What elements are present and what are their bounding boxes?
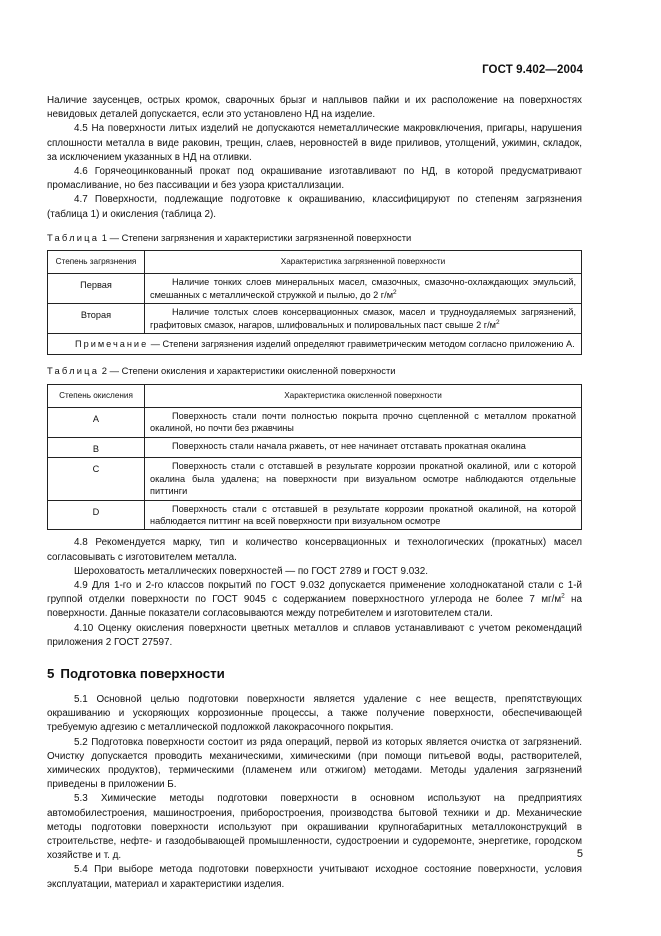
note-text: — Степени загрязнения изделий определяют гравиметрическим методом согласно приложению А. [148, 339, 575, 350]
paragraph-5-4: 5.4 При выборе метода подготовки поверхности учитывают исходное состояние поверхности, условия эксплуатации, материал и характеристики изделия. [47, 864, 582, 890]
paragraph-4-4-cont: Наличие заусенцев, острых кромок, сварочных брызг и наплывов пайки и их расположение на поверхностях невидовых деталей допускается, если это установлено НД на изделие. [47, 95, 582, 121]
paragraph-4-8: 4.8 Рекомендуется марку, тип и количество консервационных и технологических (прокатных) масел согласовывать с изготовителем металла. [47, 537, 582, 563]
table2-degree-cell: B [48, 437, 145, 457]
page-content [47, 94, 582, 892]
table2-text-cell: Поверхность стали с отставшей в результате коррозии прокатной окалиной, или с которой окалина была удалена; на поверхности при визуальном осмотре наблюдаются отдельные питтинги [145, 458, 582, 500]
table1-contamination [47, 250, 582, 355]
table1-header-row [48, 251, 582, 274]
table-row [48, 274, 582, 304]
table1-degree-cell: Вторая [48, 304, 145, 334]
paragraph-4-9 [47, 579, 582, 622]
table2-caption-word: Таблица [47, 365, 100, 377]
table2-caption-text: 2 — Степени окисления и характеристики окисленной поверхности [101, 365, 396, 377]
table1-note-row [48, 334, 582, 355]
paragraph-4-9-part-b: на поверхности. Данные показатели согласовываются между потребителем и изготовителем стали. [47, 594, 582, 620]
superscript: 2 [393, 288, 397, 296]
table1-text: Наличие тонких слоев минеральных масел, смазочных, смазочно-охлаждающих эмульсий, смешанных с металлической стружкой и пылью, до 2 г/м [150, 277, 576, 300]
table1-header-degree: Степень загрязнения [48, 251, 145, 274]
table1-text-cell [145, 304, 582, 334]
table-row [48, 304, 582, 334]
table2-header-degree: Степень окисления [48, 384, 145, 407]
table2-text-cell: Поверхность стали начала ржаветь, от нее начинает отставать прокатная окалина [145, 437, 582, 457]
table1-text: Наличие толстых слоев консервационных смазок, масел и трудноудаляемых загрязнений, графитовых смазок, нагаров, шлифовальных и полировальных паст свыше 2 г/м [150, 307, 576, 330]
standard-header: ГОСТ 9.402—2004 [482, 64, 583, 76]
section-5-heading [47, 666, 582, 682]
note-label: Примечание [75, 339, 149, 350]
table2-oxidation [47, 384, 582, 531]
table2-degree-cell: D [48, 500, 145, 530]
table1-degree-cell: Первая [48, 274, 145, 304]
paragraph-4-10: 4.10 Оценку окисления поверхности цветных металлов и сплавов устанавливают с учетом рекомендаций приложения 2 ГОСТ 27597. [47, 622, 582, 648]
section-title: Подготовка поверхности [60, 665, 225, 681]
paragraph-4-7: 4.7 Поверхности, подлежащие подготовке к окрашиванию, классифицируют по степеням загрязнения (таблица 1) и окисления (таблица 2). [47, 194, 582, 220]
table1-caption-text: 1 — Степени загрязнения и характеристики загрязненной поверхности [101, 231, 412, 243]
paragraph-5-2: 5.2 Подготовка поверхности состоит из ряда операций, первой из которых является очистка от загрязнений. Очистку допускается проводить механическими, химическими (при помощи питьевой воды, растворителей, химических продуктов), термическими (пламенем или отжигом) методами. Методы удаления загрязнений приведены в приложении Б. [47, 736, 582, 791]
table2-degree-cell: C [48, 458, 145, 500]
paragraph-4-9-part-a: 4.9 Для 1-го и 2-го классов покрытий по ГОСТ 9.032 допускается применение холоднокатаной стали с 1-й группой отделки поверхности по ГОСТ 9045 с содержанием поверхностного углерода не более 7 мг/м [47, 579, 582, 606]
page-number: 5 [576, 848, 583, 860]
table1-note [48, 334, 582, 355]
table1-caption [47, 231, 582, 245]
table2-text-cell: Поверхность стали с отставшей в результате коррозии прокатной окалиной, на которой наблюдается питтинг на всей поверхности при визуальном осмотре [145, 500, 582, 530]
paragraph-4-5: 4.5 На поверхности литых изделий не допускаются неметаллические макровключения, пригары, нарушения сплошности металла в виде раковин, трещин, слаев, неровностей в виде приливов, утолщений, ужимин, складок, за исключением указанных в НД на отливки. [47, 123, 582, 163]
table-row [48, 437, 582, 457]
paragraph-5-3: 5.3 Химические методы подготовки поверхности в основном используют на предприятиях автомобилестроения, машиностроения, приборостроения, производства бытовой техники и др. Механические методы подготовки поверхности используют при окрашивании крупногабаритных металлоконструкций в строительстве, нефте- и газодобывающей промышленности, судостроении и судоремонте, энергетике, городском хозяйстве и т. д. [47, 793, 582, 862]
table-row [48, 408, 582, 438]
table2-header-characteristic: Характеристика окисленной поверхности [145, 384, 582, 407]
paragraph-roughness: Шероховатость металлических поверхностей — по ГОСТ 2789 и ГОСТ 9.032. [74, 565, 428, 577]
table2-degree-cell: A [48, 408, 145, 438]
table1-text-cell [145, 274, 582, 304]
table2-header-row [48, 384, 582, 407]
table-row [48, 500, 582, 530]
table1-header-characteristic: Характеристика загрязненной поверхности [145, 251, 582, 274]
paragraph-5-1: 5.1 Основной целью подготовки поверхности является удаление с нее веществ, препятствующих окрашиванию и ускоряющих коррозионные процессы, а также получение поверхности, обеспечивающей требуемую адгезию с металлической подложкой лакокрасочного покрытия. [47, 693, 582, 734]
table2-text-cell: Поверхность стали почти полностью покрыта прочно сцепленной с металлом прокатной окалиной, но почти без ржавчины [145, 408, 582, 438]
section-number: 5 [47, 665, 55, 681]
paragraph-4-6: 4.6 Горячеоцинкованный прокат под окрашивание изготавливают по НД, в которой предусматривают промасливание, но без пассивации и без узора кристаллизации. [47, 166, 582, 192]
table1-caption-word: Таблица [47, 231, 100, 243]
superscript: 2 [561, 592, 565, 600]
table2-caption [47, 364, 582, 378]
table-row [48, 458, 582, 500]
superscript: 2 [495, 318, 500, 326]
